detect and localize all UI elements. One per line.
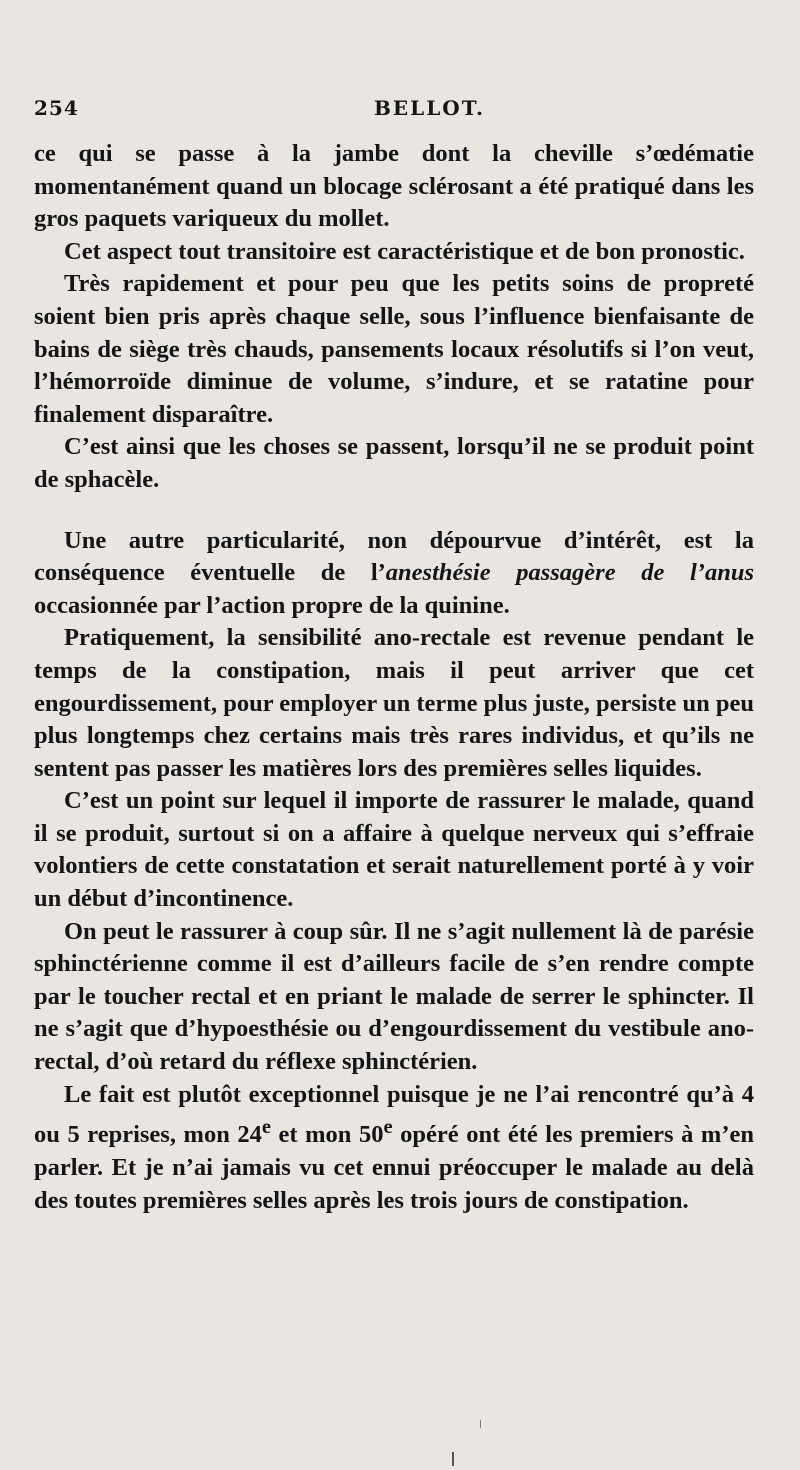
italic-term: anesthésie passagère de l’anus (385, 559, 754, 587)
text-run: et mon 50 (270, 1121, 384, 1149)
paragraph: C’est un point sur lequel il importe de rassurer le malade, quand il se produit, surtout si on a affaire à quelque nerveux qui s’effraie volontiers de cette constatation et serait naturellement porté à y voir un début d’incontinence. (34, 787, 754, 913)
scan-speck (452, 1452, 454, 1466)
paragraph: Très rapidement et pour peu que les petits soins de propreté soient bien pris après chaque selle, sous l’influence bienfaisante de bains de siège très chauds, pansements locaux résolutifs si l’on veut, l’hémorroïde diminue de volume, s’indure, et se ratatine pour finalement disparaître. (34, 270, 754, 428)
text-run: occasionnée par l’action propre de la quinine. (34, 591, 510, 619)
paragraph: C’est ainsi que les choses se passent, lorsqu’il ne se produit point de sphacèle. (34, 433, 754, 493)
body-text (34, 138, 754, 1217)
scan-speck (480, 1420, 481, 1428)
superscript: e (383, 1116, 393, 1139)
text-run: Le fait est plutôt exceptionnel puisque je ne l’ai rencontré qu’à 4 ou 5 reprises, mon 24 (34, 1080, 754, 1149)
section-break (34, 497, 754, 525)
paragraph: Cet aspect tout transitoire est caractéristique et de bon pronostic. (64, 237, 745, 265)
paragraph: ce qui se passe à la jambe dont la cheville s’œdématie momentanément quand un blocage sclérosant a été pratiqué dans les gros paquets variqueux du mollet. (34, 140, 754, 233)
paragraph: On peut le rassurer à coup sûr. Il ne s’agit nullement là de parésie sphinctérienne comme il est d’ailleurs facile de s’en rendre compte par le toucher rectal et en priant le malade de serrer le sphincter. Il ne s’agit que d’hypoesthésie ou d’engourdissement du vestibule ano-rectal, d’où retard du réflexe sphinctérien. (34, 917, 754, 1076)
paragraph (34, 1079, 754, 1218)
paragraph: Pratiquement, la sensibilité ano-rectale est revenue pendant le temps de la constipation, mais il peut arriver que cet engourdissement, pour employer un terme plus juste, persiste un peu plus longtemps chez certains mais très rares individus, et qu’ils ne sentent pas passer les matières lors des premières selles liquides. (34, 624, 754, 782)
superscript: e (261, 1116, 271, 1139)
text-run: Une autre particularité, non dépourvue d’intérêt, est la conséquence éventuelle de l’ (34, 526, 754, 587)
page-header (34, 96, 762, 126)
paragraph (34, 525, 754, 623)
page-number: 254 (34, 96, 79, 120)
text-run: opéré ont été les premiers à m’en parler. Et je n’ai jamais vu cet ennui préoccuper le malade au delà des toutes premières selles après les trois jours de constipation. (34, 1121, 754, 1214)
running-head: BELLOT. (374, 96, 485, 120)
